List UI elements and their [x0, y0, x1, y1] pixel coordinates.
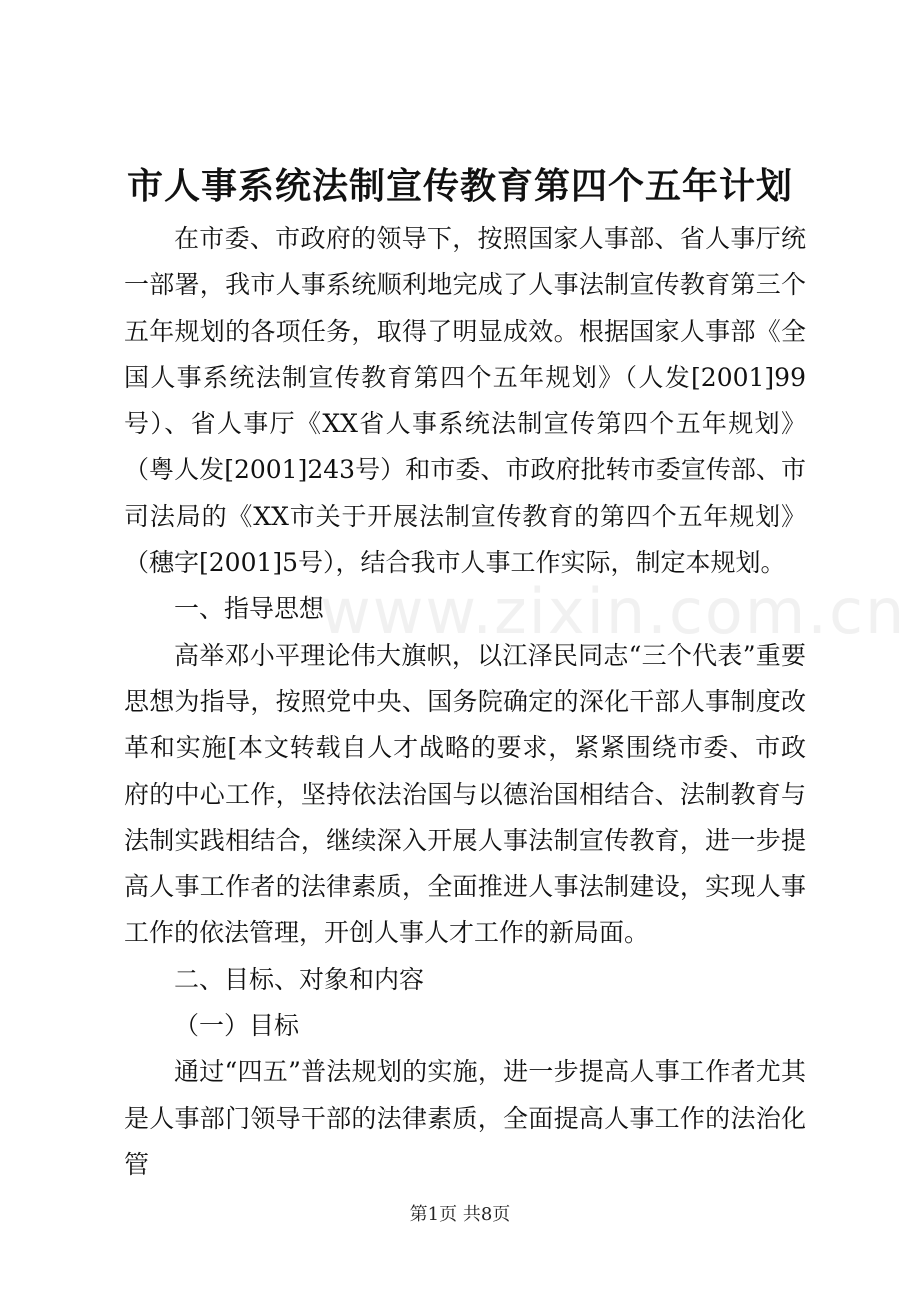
- paragraph-guiding-ideology: 高举邓小平理论伟大旗帜，以江泽民同志“三个代表”重要思想为指导，按照党中央、国务院确定的深化干部人事制度改革和实施[本文转载自人才战略的要求，紧紧围绕市委、市政府的中心工作，坚持依法治国与以德治国相结合、法制教育与法制实践相结合，继续深入开展人事法制宣传教育，进一步提高人事工作者的法律素质，全面推进人事法制建设，实现人事工作的依法管理，开创人事人才工作的新局面。: [124, 640, 806, 948]
- page-footer: 第1页 共8页: [409, 1204, 511, 1225]
- paragraph-goal: 通过“四五”普法规划的实施，进一步提高人事工作者尤其是人事部门领导干部的法律素质，全面提高人事工作的法治化管: [124, 1057, 806, 1179]
- subsection-heading-goal: （一）目标: [174, 1011, 300, 1041]
- section-heading-guiding-ideology: 一、指导思想: [174, 594, 325, 624]
- watermark: www.zixin.com.cn: [320, 575, 907, 648]
- paragraph-intro: 在市委、市政府的领导下，按照国家人事部、省人事厅统一部署，我市人事系统顺利地完成了人事法制宣传教育第三个五年规划的各项任务，取得了明显成效。根据国家人事部《全国人事系统法制宣传教育第四个五年规划》（人发[2001]99号）、省人事厅《XX省人事系统法制宣传第四个五年规划》（粤人发[2001]243号）和市委、市政府批转市委宣传部、市司法局的《XX市关于开展法制宣传教育的第四个五年规划》（穗字[2001]5号），结合我市人事工作实际，制定本规划。: [124, 224, 806, 578]
- document-body: [124, 216, 806, 1188]
- document-title: 市人事系统法制宣传教育第四个五年计划: [126, 165, 793, 207]
- section-heading-goals: 二、目标、对象和内容: [174, 964, 425, 994]
